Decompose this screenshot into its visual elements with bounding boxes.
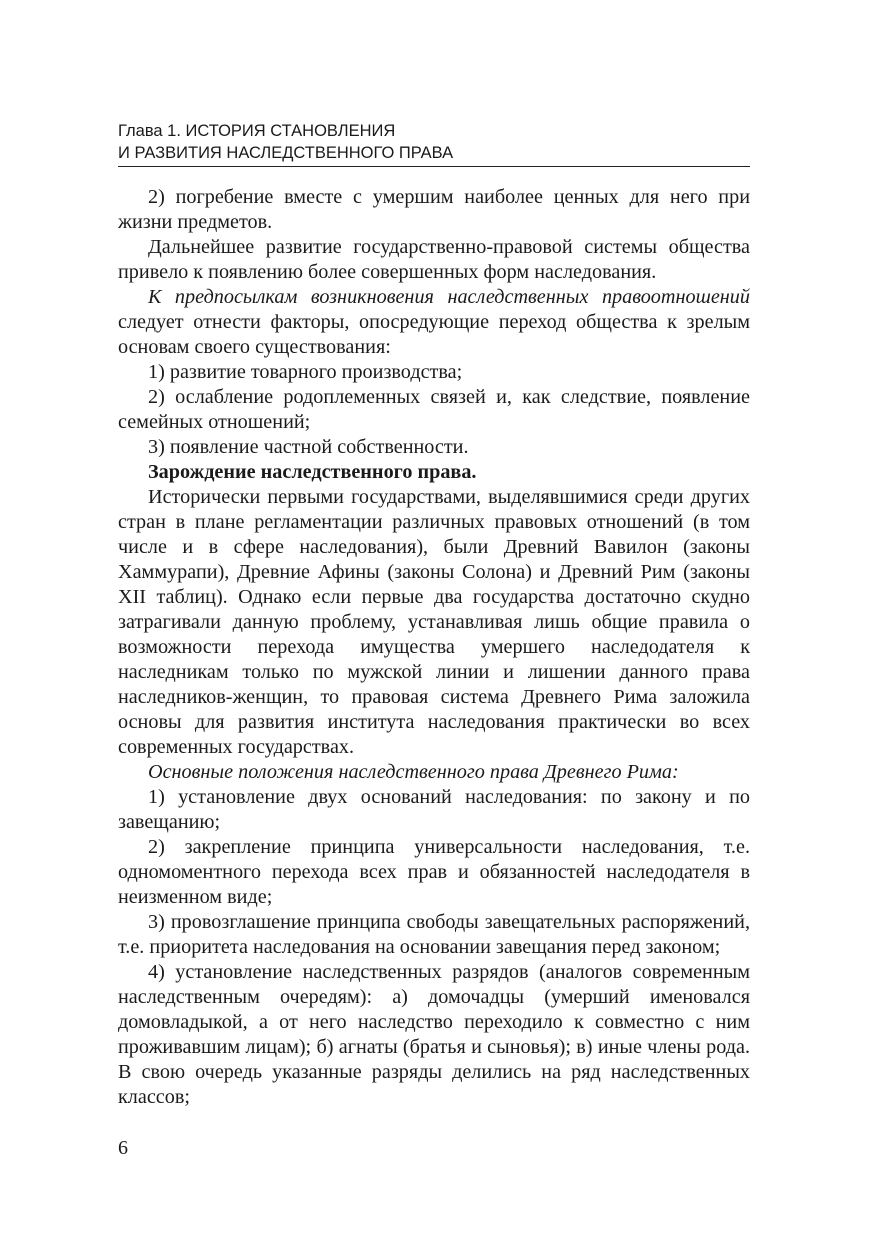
list-item: 3) появление частной собственности. <box>148 436 469 458</box>
page-body <box>118 185 750 1110</box>
italic-lead-text: Основные положения наследственного права Древнего Рима: <box>148 761 679 783</box>
page-number: 6 <box>118 1137 128 1159</box>
italic-lead <box>118 760 750 785</box>
running-header <box>118 120 750 167</box>
section-heading-text: Зарождение наследственного права. <box>148 461 477 483</box>
list-item: 2) ослабление родоплеменных связей и, как следствие, появление семейных отношений; <box>118 386 750 433</box>
paragraph-text: следует отнести факторы, опосредующие переход общества к зрелым основам своего существования: <box>118 311 750 358</box>
paragraph <box>118 285 750 360</box>
section-heading <box>118 460 750 485</box>
list-item: 1) установление двух оснований наследования: по закону и по завещанию; <box>118 786 750 833</box>
paragraph: Исторически первыми государствами, выделявшимися среди других стран в плане регламентации различных правовых отношений (в том числе и в сфере наследования), были Древний Вавилон (законы Хаммурапи), Древние Афины (законы Солона) и Древний Рим (законы XII таблиц). Однако если первые два государства достаточно скудно затрагивали данную проблему, устанавливая лишь общие правила о возможности перехода имущества умершего наследодателя к наследникам только по мужской линии и лишении данного права наследников-женщин, то правовая система Древнего Рима заложила основы для развития института наследования практически во всех современных государствах. <box>118 486 750 758</box>
header-line-1: Глава 1. ИСТОРИЯ СТАНОВЛЕНИЯ <box>118 122 396 140</box>
paragraph: Дальнейшее развитие государственно-правовой системы общества привело к появлению более совершенных форм наследования. <box>118 236 750 283</box>
header-line-2: И РАЗВИТИЯ НАСЛЕДСТВЕННОГО ПРАВА <box>118 144 454 162</box>
list-item: 1) развитие товарного производства; <box>148 361 463 383</box>
italic-term: К предпосылкам возникновения наследственных правоотношений <box>148 286 750 308</box>
list-item: 2) закрепление принципа универсальности наследования, т.е. одномоментного перехода всех прав и обязанностей наследодателя в неизменном виде; <box>118 836 750 908</box>
list-item: 4) установление наследственных разрядов (аналогов современным наследственным очередям): а) домочадцы (умерший именовался домовладыкой, а от него наследство переходило к совместно с ним проживавшим лицам); б) агнаты (братья и сыновья); в) иные члены рода. В свою очередь указанные разряды делились на ряд наследственных классов; <box>118 961 750 1108</box>
paragraph: 2) погребение вместе с умершим наиболее ценных для него при жизни предметов. <box>118 186 750 233</box>
list-item: 3) провозглашение принципа свободы завещательных распоряжений, т.е. приоритета наследования на основании завещания перед законом; <box>118 911 750 958</box>
